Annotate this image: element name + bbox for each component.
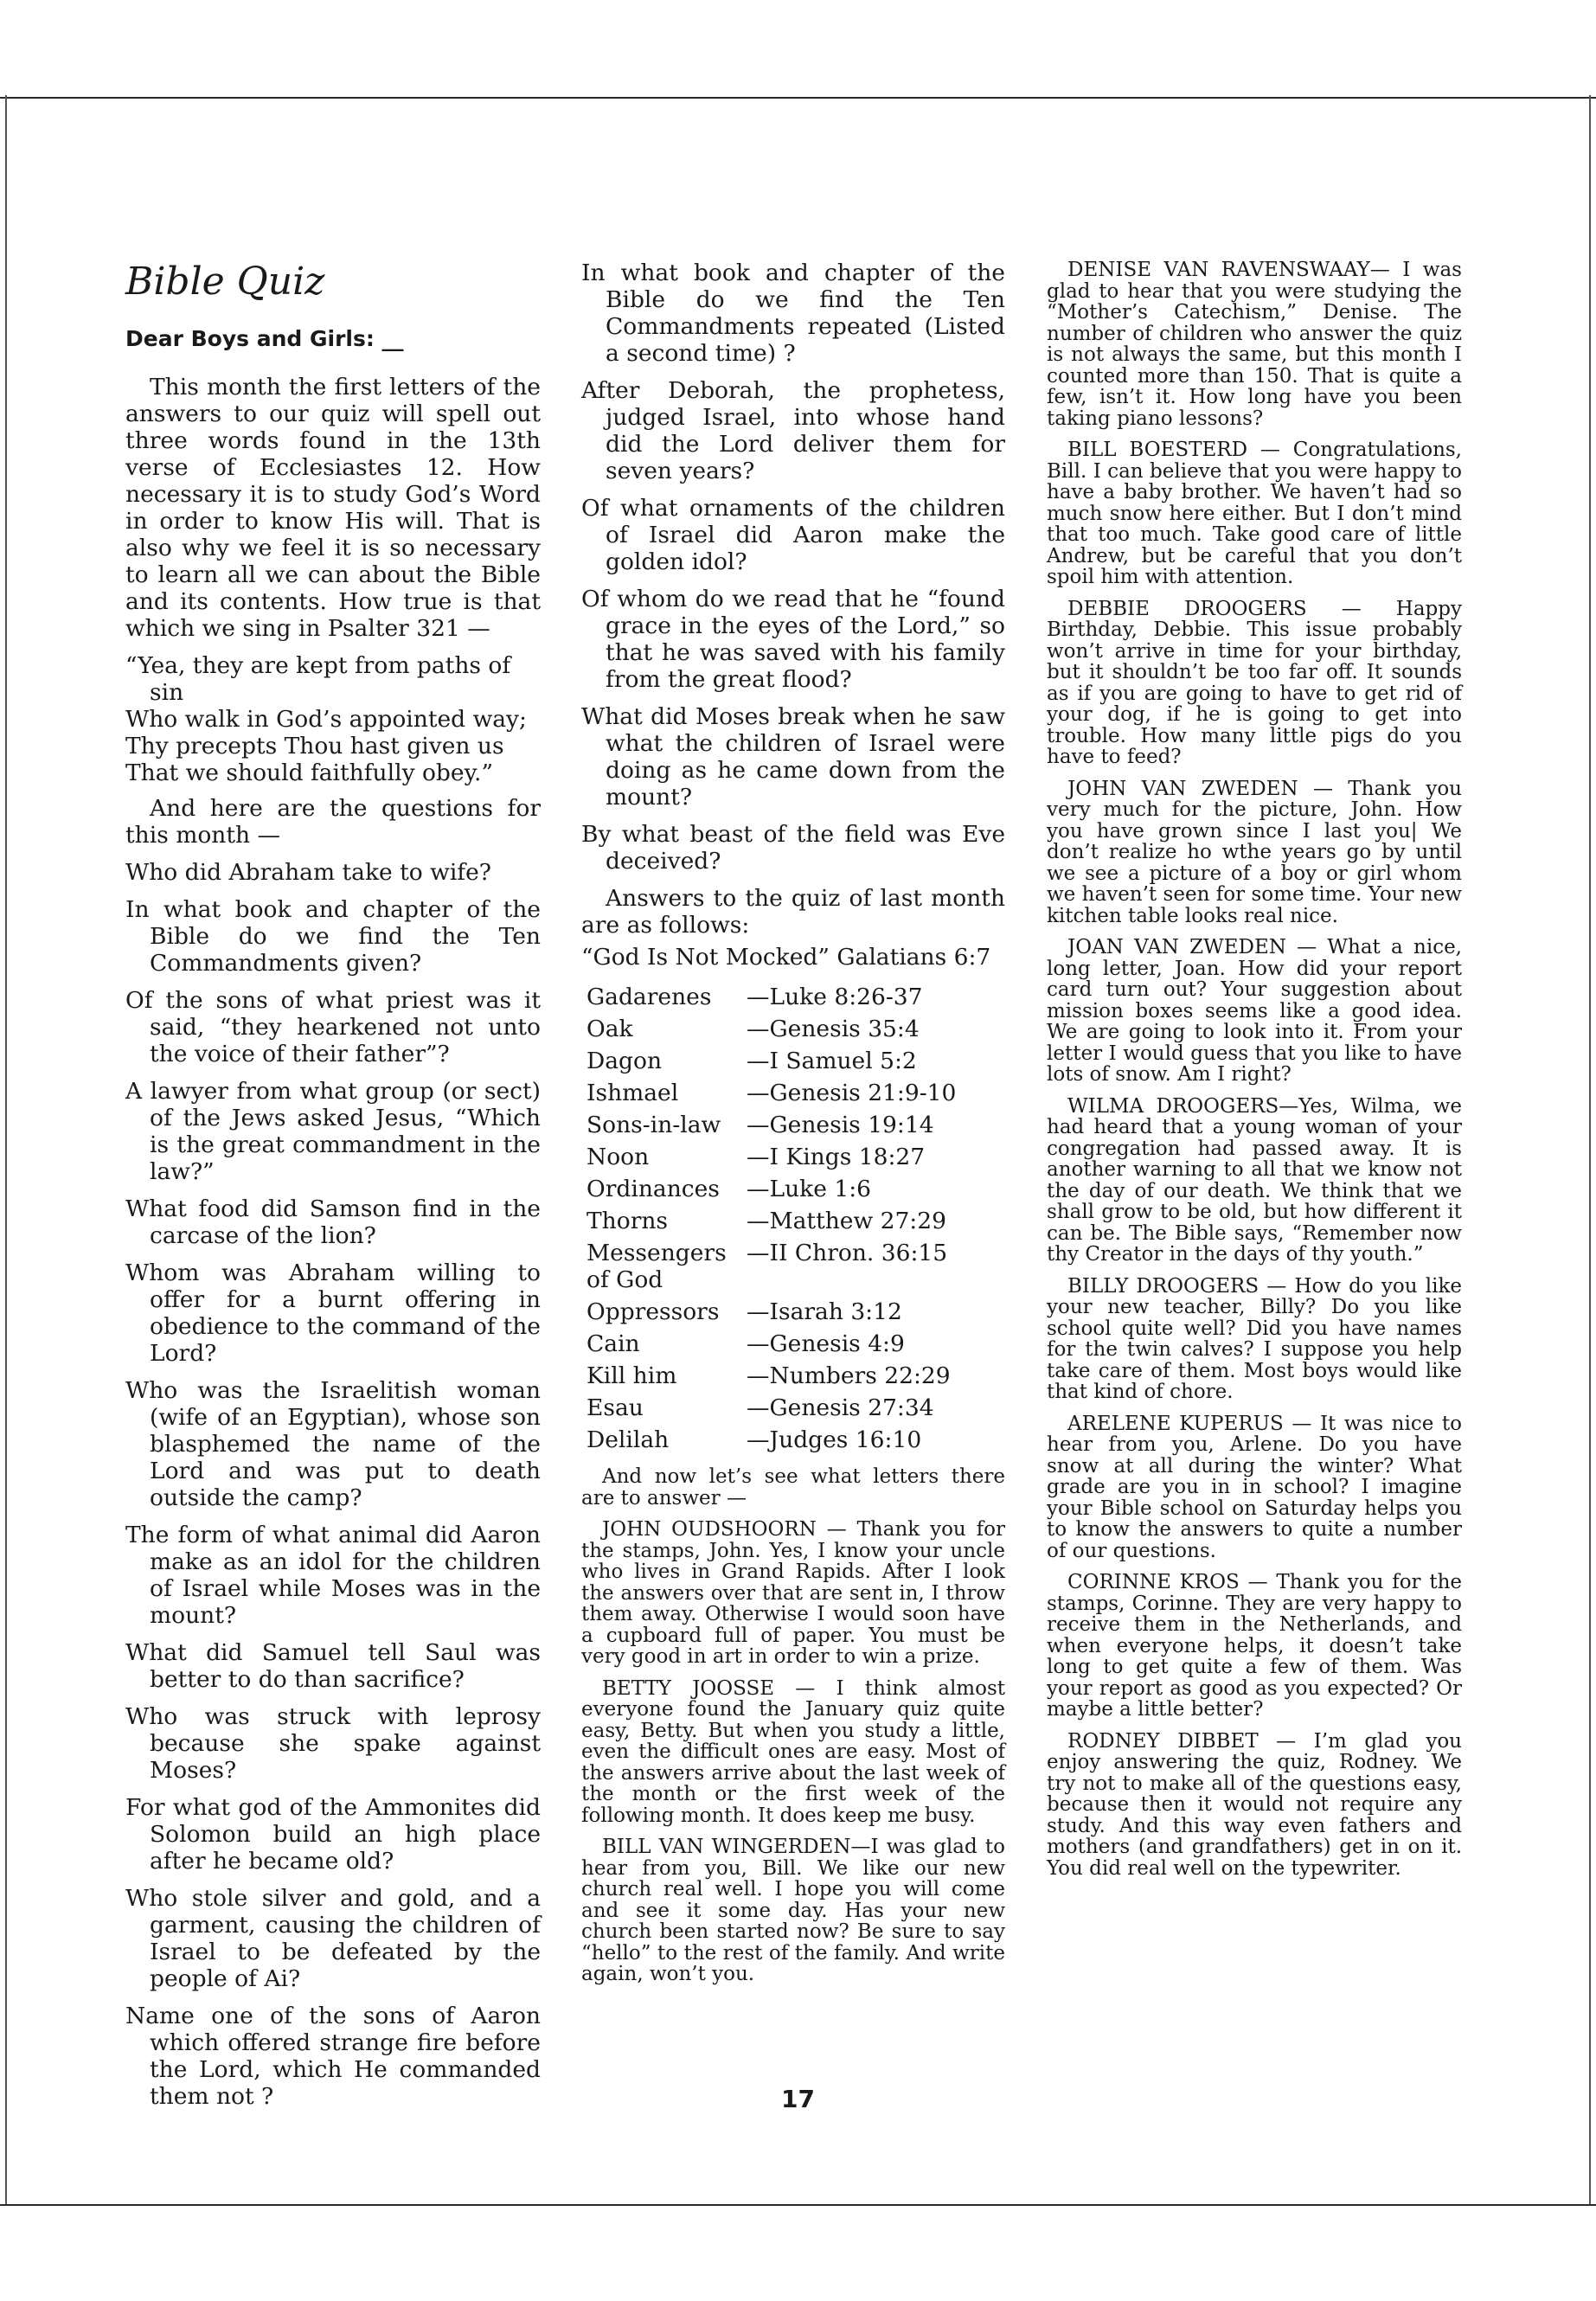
letter-reply: JOAN VAN ZWEDEN — What a nice, long letter, Joan. How did your report card turn out? Your suggestion about mission boxes seems like a good idea. We are going to look into it. From your letter I would guess that you like to have lots of snow. Am I right? xyxy=(1047,936,1462,1086)
answer-word: Dagon xyxy=(586,1048,663,1074)
quiz-question: After Deborah, the prophetess, judged Israel, into whose hand did the Lord deliver them for seven years? xyxy=(581,377,1005,484)
answer-reference: —Judges 16:10 xyxy=(747,1426,922,1453)
psalter-quote xyxy=(125,652,541,786)
poem-line: Thy precepts Thou hast given us xyxy=(125,733,504,760)
quiz-question: For what god of the Ammonites did Solomon build an high place after he became old? xyxy=(125,1794,541,1875)
letter-reply: RODNEY DIBBET — I’m glad you enjoy answering the quiz, Rodney. We try not to make all of the questions easy, because then it would not require any study. And this way even fathers and mothers (and grandfathers) get in on it. You did real well on the typewriter. xyxy=(1047,1729,1462,1880)
letter-reply: BETTY JOOSSE — I think almost everyone found the January quiz quite easy, Betty. But when you study a little, even the difficult ones are easy. Most of the answers arrive about the last week of the month or the first week of the following month. It does keep me busy. xyxy=(581,1676,1005,1827)
page-title: Bible Quiz xyxy=(125,260,325,304)
letter-reply: WILMA DROOGERS—Yes, Wilma, we had heard that a young woman of your congregation had passed away. It is another warning to all that we know not the day of our death. We think that we shall grow to be old, but how different it can be. The Bible says, “Remember now thy Creator in the days of thy youth.” xyxy=(1047,1094,1462,1266)
answer-word: Ishmael xyxy=(586,1080,679,1106)
answer-row xyxy=(581,1141,956,1173)
letter-reply: DEBBIE DROOGERS — Happy Birthday, Debbie. This issue probably won’t arrive in time for your birthday, but it shouldn’t be too far off. It sounds as if you are going to have to get rid of your dog, if he is going to get into trouble. How many little pigs do you have to feed? xyxy=(1047,597,1462,768)
letter-reply: ARELENE KUPERUS — It was nice to hear from you, Arlene. Do you have snow at all during the winter? What grade are you in in school? I imagine your Bible school on Saturday helps you to know the answers to quite a number of our questions. xyxy=(1047,1412,1462,1562)
quiz-question: By what beast of the field was Eve deceived? xyxy=(581,821,1005,875)
letters-intro: And now let’s see what letters there are to answer — xyxy=(581,1465,1005,1509)
answer-word: Thorns xyxy=(586,1208,669,1234)
answer-row xyxy=(581,1013,956,1045)
answers-table xyxy=(581,981,956,1456)
answer-word: Delilah xyxy=(586,1426,670,1453)
answer-word: Sons-in-law xyxy=(586,1112,721,1138)
letter-reply: DENISE VAN RAVENSWAAY— I was glad to hear that you were studying the “Mother’s Catechism,” Denise. The number of children who answer the quiz is not always the same, but this month I counted more than 150. That is quite a few, isn’t it. How long have you been taking piano lessons? xyxy=(1047,259,1462,430)
page-number: 17 xyxy=(781,2085,815,2113)
answer-reference: —Genesis 35:4 xyxy=(747,1016,920,1042)
answer-reference: —Numbers 22:29 xyxy=(747,1362,951,1389)
answer-reference: —I Kings 18:27 xyxy=(747,1144,926,1170)
answer-row xyxy=(581,1360,956,1392)
bottom-rule xyxy=(0,2204,1596,2206)
answer-word: Cain xyxy=(586,1330,640,1357)
quiz-question: The form of what animal did Aaron make as an idol for the children of Israel while Moses was in the mount? xyxy=(125,1522,541,1629)
quiz-question: Who did Abraham take to wife? xyxy=(125,859,491,886)
questions-intro: And here are the questions for this month — xyxy=(125,795,541,849)
letter-reply: BILL BOESTERD — Congratulations, Bill. I can believe that you were happy to have a baby brother. We haven’t had so much snow here either. But I don’t mind that too much. Take good care of little Andrew, but be careful that you don’t spoil him with attention. xyxy=(1047,439,1462,588)
answer-word: Messengers of God xyxy=(586,1240,727,1293)
answer-reference: —Isarah 3:12 xyxy=(747,1298,902,1325)
greeting: Dear Boys and Girls: __ xyxy=(125,326,404,351)
letter-reply: BILL VAN WINGERDEN—I was glad to hear from you, Bill. We like our new church real well. I hope you will come and see it some day. Has your new church been started now? Be sure to say “hello” to the rest of the family. And write again, won’t you. xyxy=(581,1836,1005,1985)
answer-word: Ordinances xyxy=(586,1176,720,1202)
answers-intro: Answers to the quiz of last month are as follows: xyxy=(581,885,1005,939)
answer-row xyxy=(581,1045,956,1077)
answer-row xyxy=(581,1328,956,1360)
quiz-question: Of the sons of what priest was it said, “they hearkened not unto the voice of their father”? xyxy=(125,987,541,1067)
letter-reply: JOHN OUDSHOORN — Thank you for the stamps, John. Yes, I know your uncle who lives in Grand Rapids. After I look the answers over that are sent in, I throw them away. Otherwise I would soon have a cupboard full of paper. You must be very good in art in order to win a prize. xyxy=(581,1518,1005,1668)
letter-reply: JOHN VAN ZWEDEN — Thank you very much for the picture, John. How you have grown since I last you| We don’t realize ho wthe years go by until we see a picture of a boy or girl whom we haven’t seen for some time. Your new kitchen table looks real nice. xyxy=(1047,777,1462,927)
answer-row xyxy=(581,1296,956,1328)
poem-line: Who walk in God’s appointed way; xyxy=(125,706,527,733)
answer-reference: —II Chron. 36:15 xyxy=(747,1240,948,1266)
quiz-question: In what book and chapter of the Bible do we find the Ten Commandments given? xyxy=(125,896,541,977)
answer-reference: —Luke 8:26-37 xyxy=(747,984,923,1010)
answer-word: Oak xyxy=(586,1016,633,1042)
answer-row xyxy=(581,1077,956,1109)
answer-row xyxy=(581,1109,956,1141)
quiz-question: A lawyer from what group (or sect) of the Jews asked Jesus, “Which is the great commandment in the law?” xyxy=(125,1078,541,1185)
quiz-question: Whom was Abraham willing to offer for a burnt offering in obedience to the command of the Lord? xyxy=(125,1259,541,1367)
answer-row xyxy=(581,1173,956,1205)
answer-row xyxy=(581,1237,956,1296)
column-middle xyxy=(581,260,1005,1996)
answer-reference: —Matthew 27:29 xyxy=(747,1208,946,1234)
quiz-question: Name one of the sons of Aaron which offered strange fire before the Lord, which He commanded them not ? xyxy=(125,2003,541,2110)
answer-reference: —Luke 1:6 xyxy=(747,1176,871,1202)
letter-reply: BILLY DROOGERS — How do you like your new teacher, Billy? Do you like school quite well? Did you have names for the twin calves? I suppose you help take care of them. Most boys would like that kind of chore. xyxy=(1047,1274,1462,1403)
column-left xyxy=(125,260,541,2120)
quiz-question: Who was the Israelitish woman (wife of an Egyptian), whose son blasphemed the name of the Lord and was put to death outside the camp? xyxy=(125,1377,541,1511)
answer-word: Esau xyxy=(586,1394,644,1421)
quiz-question: Who stole silver and gold, and a garment, causing the children of Israel to be defeated by the people of Ai? xyxy=(125,1885,541,1992)
quiz-question: Who was struck with leprosy because she spake against Moses? xyxy=(125,1703,541,1784)
answer-word: Noon xyxy=(586,1144,650,1170)
right-edge xyxy=(1589,95,1591,2206)
poem-line: “Yea, they are kept from paths of sin xyxy=(125,652,511,706)
answer-reference: —I Samuel 5:2 xyxy=(747,1048,917,1074)
intro-paragraph: This month the first letters of the answers to our quiz will spell out three words found in the 13th verse of Ecclesiastes 12. How necessary it is to study God’s Word in order to know His will. That is also why we feel it is so necessary to learn all we can about the Bible and its contents. How true is that which we sing in Psalter 321 — xyxy=(125,374,541,642)
poem-line: That we should faithfully obey.” xyxy=(125,760,493,786)
answer-row xyxy=(581,1205,956,1237)
answers-theme: “God Is Not Mocked” Galatians 6:7 xyxy=(581,944,991,971)
answer-word: Oppressors xyxy=(586,1298,720,1325)
answer-word: Gadarenes xyxy=(586,984,712,1010)
letter-reply: CORINNE KROS — Thank you for the stamps, Corinne. They are very happy to receive them in the Netherlands, and when everyone helps, it doesn’t take long to get quite a few of them. Was your report as good as you expected? Or maybe a little better? xyxy=(1047,1571,1462,1721)
answer-reference: —Genesis 21:9-10 xyxy=(747,1080,957,1106)
quiz-question: Of whom do we read that he “found grace in the eyes of the Lord,” so that he was saved with his family from the great flood? xyxy=(581,586,1005,693)
quiz-question: Of what ornaments of the children of Israel did Aaron make the golden idol? xyxy=(581,495,1005,575)
answer-row xyxy=(581,1424,956,1456)
quiz-question: What food did Samson find in the carcase of the lion? xyxy=(125,1195,541,1249)
answer-word: Kill him xyxy=(586,1362,677,1389)
quiz-question: What did Moses break when he saw what the children of Israel were doing as he came down from the mount? xyxy=(581,703,1005,811)
answer-reference: —Genesis 4:9 xyxy=(747,1330,905,1357)
answer-row xyxy=(581,981,956,1013)
column-right xyxy=(1047,260,1462,1889)
quiz-question: In what book and chapter of the Bible do we find the Ten Commandments repeated (Listed a second time) ? xyxy=(581,260,1005,367)
answer-row xyxy=(581,1392,956,1424)
left-edge xyxy=(5,95,7,2206)
quiz-question: What did Samuel tell Saul was better to do than sacrifice? xyxy=(125,1639,541,1693)
answer-reference: —Genesis 19:14 xyxy=(747,1112,934,1138)
top-rule xyxy=(0,97,1596,99)
answer-reference: —Genesis 27:34 xyxy=(747,1394,934,1421)
